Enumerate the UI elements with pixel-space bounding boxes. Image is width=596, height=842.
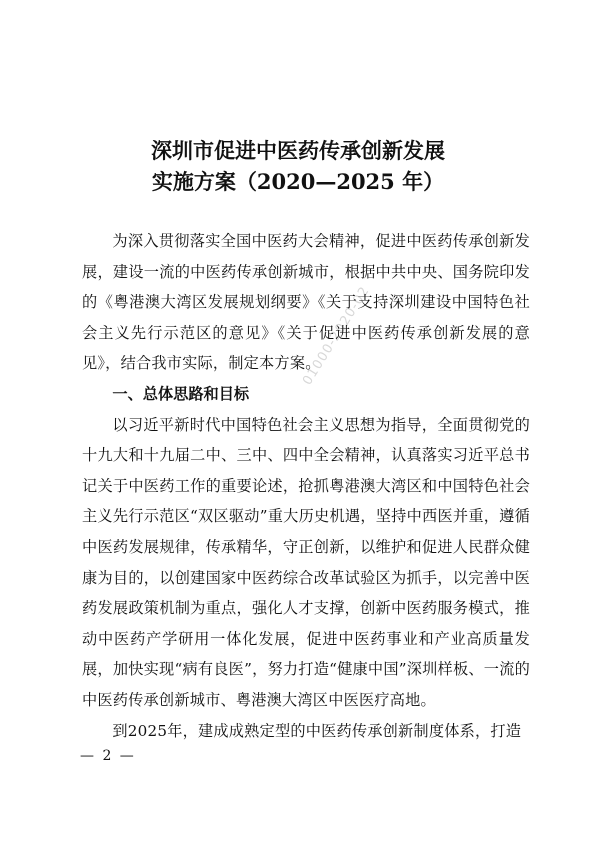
body-paragraph: 以习近平新时代中国特色社会主义思想为指导，全面贯彻党的十九大和十九届二中、三中、四中全会精神，认真落实习近平总书记关于中医药工作的重要论述，抢抓粤港澳大湾区和中国特色社会主义先行示范区“双区驱动”重大历史机遇，坚持中西医并重，遵循中医药发展规律，传承精华，守正创新，以维护和促进人民群众健康为目的，以创建国家中医药综合改革试验区为抓手，以完善中医药发展政策机制为重点，强化人才支撑，创新中医药服务模式，推动中医药产学研用一体化发展，促进中医药事业和产业高质量发展，加快实现“病有良医”，努力打造“健康中国”深圳样板、一流的中医药传承创新城市、粤港澳大湾区中医医疗高地。 [82, 415, 530, 709]
body-paragraph: 到2025年，建成成熟定型的中医药传承创新制度体系，打造 [112, 721, 522, 740]
document-body [82, 226, 530, 746]
intro-paragraph: 为深入贯彻落实全国中医药大会精神，促进中医药传承创新发展，建设一流的中医药传承创新城市，根据中共中央、国务院印发的《粤港澳大湾区发展规划纲要》《关于支持深圳建设中国特色社会主义先行示范区的意见》《关于促进中医药传承创新发展的意见》，结合我市实际，制定本方案。 [82, 232, 530, 373]
section-heading: 一、总体思路和目标 [112, 384, 250, 403]
document-title-line-2: 实施方案（2020—2025 年） [151, 169, 445, 194]
page-number: — 2 — [80, 748, 136, 764]
document-title-line-1: 深圳市促进中医药传承创新发展 [151, 138, 445, 163]
watermark: 01000-2020-02 [300, 283, 373, 388]
